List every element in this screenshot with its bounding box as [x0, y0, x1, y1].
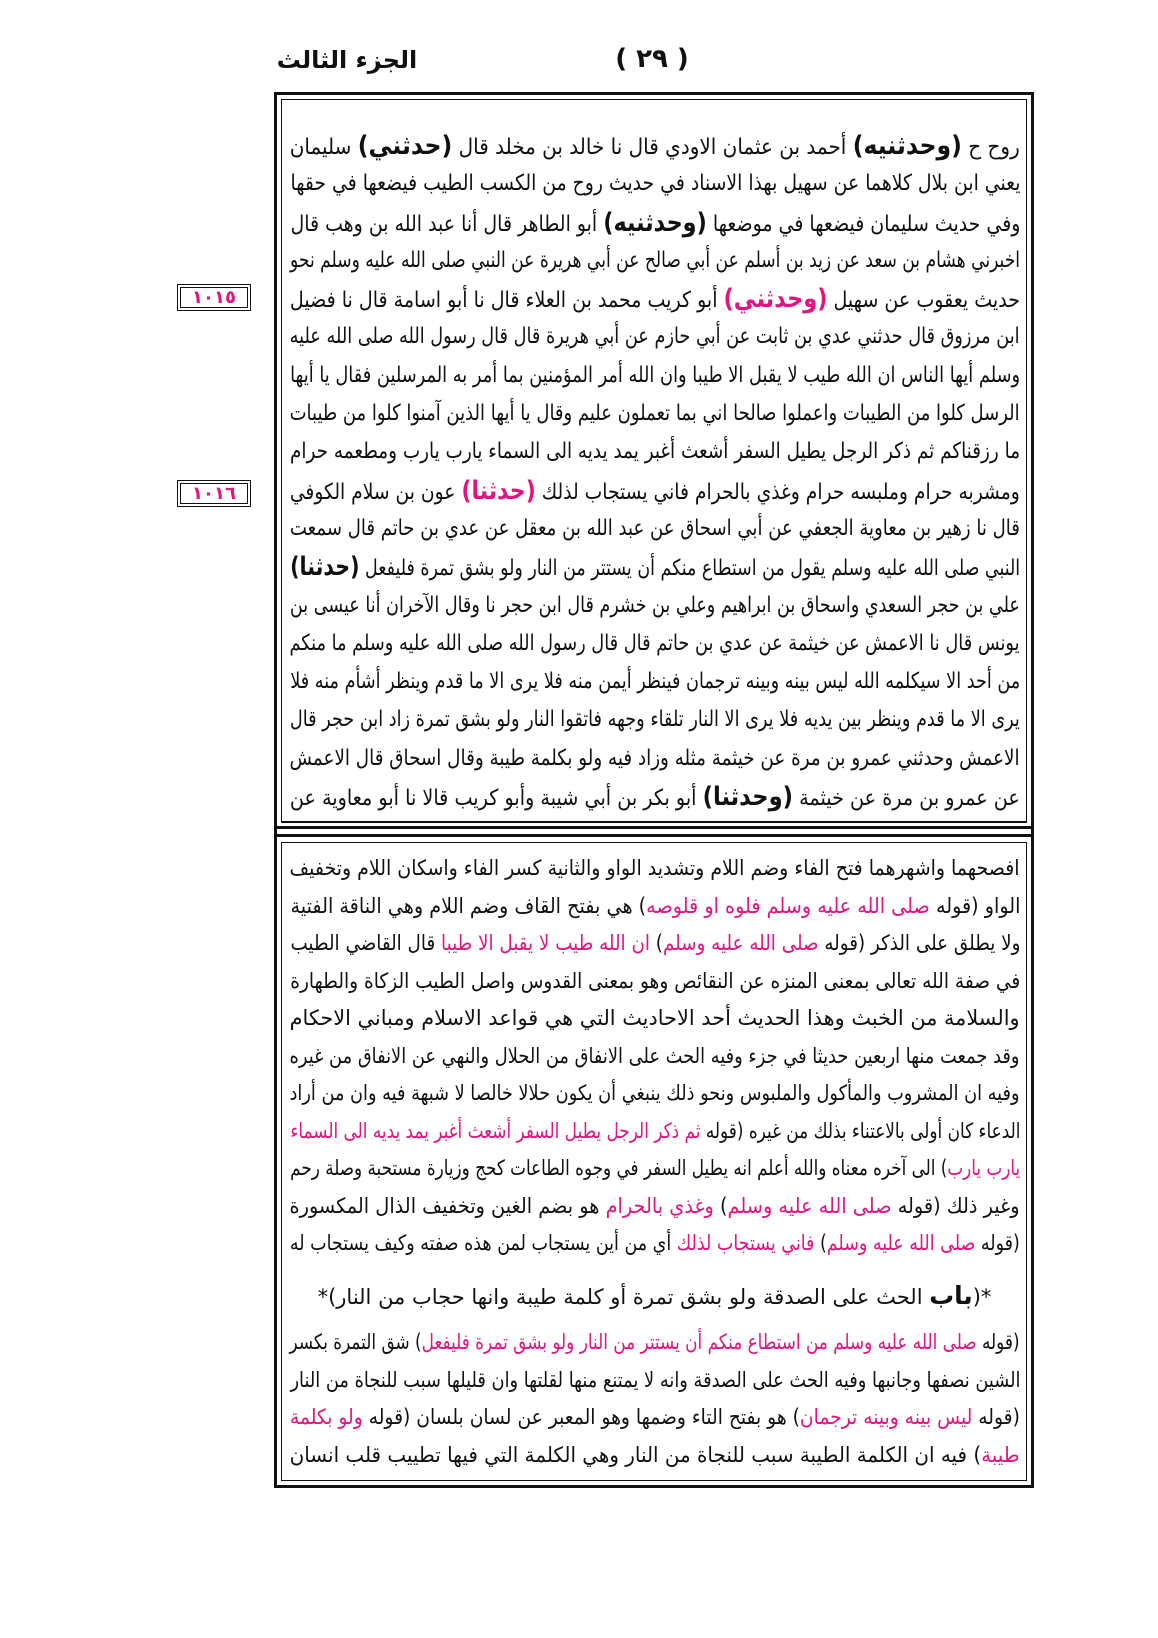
commentary-line: [289, 1324, 1020, 1362]
chapter-heading-block: [289, 1277, 1020, 1315]
text-segment: ما رزقناكم ثم ذكر الرجل يطيل السفر أشعث أغبر يمد يديه الى السماء يارب يارب ومطعمه حرام: [289, 439, 1020, 465]
line-text: [290, 587, 1020, 625]
line-text: [290, 1188, 1020, 1226]
divider-rule: [277, 826, 1031, 829]
text-segment: ) هي بفتح القاف وضم اللام وهي الناقة الفتية: [290, 893, 646, 918]
line-text: [290, 548, 1020, 588]
hadith-line: [289, 433, 1020, 471]
commentary-block: [289, 1324, 1020, 1474]
hadith-line: [289, 204, 1020, 242]
hadith-line: [289, 318, 1020, 356]
highlighted-segment: طيبة: [981, 1442, 1020, 1467]
highlighted-segment: فاني يستجاب لذلك: [676, 1231, 815, 1255]
text-segment: يرى الا ما قدم وينظر بين يديه فلا يرى الا النار تلقاء وجهه فاتقوا النار ولو بشق تمرة زاد ابن حجر قال: [290, 707, 1020, 733]
page-number: ( ٢٩ ): [615, 44, 689, 74]
text-segment: حديث يعقوب عن سهيل: [827, 288, 1020, 314]
line-text: [290, 1399, 1020, 1437]
text-segment: ) فيه ان الكلمة الطيبة سبب للنجاة من النار وهي الكلمة التي فيها تطييب قلب انسان: [289, 1442, 982, 1467]
text-segment: وقد جمعت منها اربعين حديثا في جزء وفيه الحث على الانفاق من الحلال والنهي عن الانفاق من غيره: [289, 1043, 1020, 1068]
bold-segment: (حدثني): [358, 131, 453, 161]
commentary-line: [289, 925, 1020, 963]
text-segment: وفيه ان المشروب والمأكول والملبوس ونحو ذلك ينبغي أن يكون حلالا خالصا لا شبهة فيه وان من أراد: [289, 1081, 1020, 1105]
commentary-line: [289, 1000, 1020, 1038]
text-segment: وسلم أيها الناس ان الله طيب لا يقبل الا طيبا وان الله أمر المؤمنين بما أمر به المرسلين فقال يا أيها: [289, 362, 1020, 388]
commentary-section: [289, 850, 1020, 1474]
highlighted-segment: صلى الله عليه وسلم: [728, 1193, 893, 1218]
line-text: [290, 701, 1020, 739]
hadith-line: [289, 357, 1020, 395]
text-segment: سليمان: [289, 135, 359, 160]
text-segment: ولا يطلق على الذكر (قوله: [818, 931, 1020, 955]
section-divider: [277, 821, 1031, 843]
text-segment: علي بن حجر السعدي واسحاق بن ابراهيم وعلي بن خشرم قال ابن حجر نا وقال الآخران أنا عيسى بن: [290, 592, 1020, 618]
line-text: [290, 1225, 1020, 1263]
line-text: [290, 1075, 1020, 1113]
hadith-line: [289, 472, 1020, 510]
hadith-line: [289, 548, 1020, 586]
hadith-line: [289, 395, 1020, 433]
commentary-line: [289, 1362, 1020, 1400]
text-segment: وفي حديث سليمان فيضعها في موضعها: [706, 211, 1020, 237]
part-label: الجزء الثالث: [276, 46, 418, 74]
chapter-heading: [289, 1277, 1020, 1315]
text-segment: عون بن سلام الكوفي: [290, 479, 462, 505]
commentary-line: [289, 1437, 1020, 1475]
line-text: [290, 510, 1020, 548]
text-segment: الرسل كلوا من الطيبات واعملوا صالحا اني بما تعملون عليم وقال يا أيها الذين آمنوا كلوا من طيبات: [290, 401, 1020, 427]
commentary-line: [289, 1188, 1020, 1226]
text-segment: في صفة الله تعالى بمعنى المنزه عن النقائص وهو بمعنى القدوس واصل الطيب الزكاة والطهارة: [290, 968, 1020, 993]
hadith-line: [289, 778, 1020, 816]
text-segment: وغير ذلك (قوله: [892, 1193, 1020, 1218]
line-text: [290, 165, 1020, 203]
line-text: [290, 778, 1020, 818]
text-segment: النبي صلى الله عليه وسلم يقول من استطاع منكم أن يستتر من النار ولو بشق تمرة فليفعل: [359, 556, 1020, 582]
line-text: [290, 204, 1020, 244]
line-text: [290, 850, 1020, 888]
commentary-line: [289, 1399, 1020, 1437]
text-segment: أبو الطاهر قال أنا عبد الله بن وهب قال: [290, 211, 603, 237]
text-segment: يونس قال نا الاعمش عن خيثمة عن عدي بن حاتم قال قال رسول الله صلى الله عليه وسلم ما منكم: [289, 630, 1020, 656]
hadith-line: [289, 625, 1020, 663]
hadith-line: [289, 242, 1020, 280]
line-text: [290, 433, 1020, 471]
line-text: [318, 1277, 992, 1317]
line-text: [290, 242, 1020, 280]
line-text: [290, 1324, 1020, 1362]
text-segment: ومشربه حرام وملبسه حرام وغذي بالحرام فاني يستجاب لذلك: [536, 479, 1020, 505]
line-text: [290, 1150, 1020, 1188]
highlighted-segment: صلى الله عليه وسلم: [662, 931, 819, 955]
bold-segment: (حدثنا): [289, 552, 360, 583]
commentary-line: [289, 1038, 1020, 1076]
text-segment: هو بضم الغين وتخفيف الذال المكسورة: [289, 1193, 607, 1218]
text-segment: *(: [972, 1284, 992, 1309]
text-segment: قال القاضي الطيب: [290, 931, 441, 955]
text-segment: الشين نصفها وجانبها وفيه الحث على الصدقة وانه لا يمتنع منها لقلتها وان قليلها سبب للنجاة من النار: [289, 1367, 1020, 1392]
text-segment: الدعاء كان أولى بالاعتناء بذلك من غيره (قوله: [700, 1118, 1020, 1143]
text-segment: (قوله: [972, 1405, 1020, 1429]
commentary-line: [289, 1113, 1020, 1151]
hadith-text-section: [289, 127, 1020, 816]
text-segment: ): [714, 1193, 729, 1218]
bold-segment: (وحدثنيه): [602, 207, 707, 238]
bold-segment: (وحدثنا): [702, 782, 794, 813]
highlighted-segment: صلى الله عليه وسلم فلوه او قلوصه: [645, 893, 930, 918]
line-text: [290, 1000, 1020, 1038]
highlighted-bold-segment: (حدثنا): [461, 475, 537, 506]
line-text: [290, 280, 1020, 320]
hadith-line: [289, 127, 1020, 165]
line-text: [290, 925, 1020, 963]
hadith-line: [289, 663, 1020, 701]
divider-rule: [281, 842, 1027, 844]
text-segment: ): [649, 931, 663, 955]
line-text: [290, 1038, 1020, 1076]
text-segment: أبو كريب محمد بن العلاء قال نا أبو اسامة قال نا فضيل: [289, 288, 724, 314]
highlighted-segment: ثم ذكر الرجل يطيل السفر أشعث أغبر يمد يديه الى السماء: [289, 1118, 701, 1143]
hadith-line: [289, 165, 1020, 203]
commentary-line: [289, 963, 1020, 1001]
hadith-number-label: ١٠١٥: [192, 287, 236, 308]
line-text: [290, 1113, 1020, 1151]
line-text: [290, 472, 1020, 512]
commentary-line: [289, 1150, 1020, 1188]
line-text: [290, 1362, 1020, 1400]
text-segment: أي من أين يستجاب لمن هذه صفته وكيف يستجاب له: [290, 1231, 677, 1255]
text-segment: قال نا زهير بن معاوية الجعفي عن أبي اسحاق عن عبد الله بن معقل عن عدي بن حاتم قال سمعت: [290, 515, 1020, 541]
bold-segment: باب: [929, 1280, 973, 1310]
text-segment: الحث على الصدقة ولو بشق تمرة أو كلمة طيبة وانها حجاب من النار)*: [317, 1284, 930, 1309]
text-segment: الاعمش وحدثني عمرو بن مرة عن خيثمة مثله وزاد فيه ولو بكلمة طيبة وقال اسحاق قال الاعمش: [289, 745, 1020, 771]
highlighted-segment: ليس بينه وبينه ترجمان: [800, 1405, 973, 1429]
text-segment: ): [814, 1231, 827, 1255]
line-text: [290, 888, 1020, 926]
line-text: [290, 395, 1020, 433]
line-text: [290, 357, 1020, 395]
text-segment: من أحد الا سيكلمه الله ليس بينه وبينه ترجمان فينظر أيمن منه فلا يرى الا ما قدم وينظر أشأم منه فلا: [290, 669, 1020, 695]
highlighted-bold-segment: (وحدثني): [723, 284, 828, 315]
highlighted-segment: يارب يارب: [947, 1156, 1020, 1180]
text-segment: ) شق التمرة بكسر: [289, 1330, 423, 1354]
line-text: [290, 740, 1020, 778]
commentary-line: [289, 1225, 1020, 1263]
divider-rule: [277, 834, 1031, 837]
hadith-line: [289, 740, 1020, 778]
hadith-number-label: ١٠١٦: [192, 483, 236, 504]
hadith-line: [289, 510, 1020, 548]
commentary-line: [289, 1075, 1020, 1113]
highlighted-segment: صلى الله عليه وسلم: [826, 1231, 976, 1255]
highlighted-segment: صلى الله عليه وسلم من استطاع منكم أن يستتر من النار ولو بشق تمرة فليفعل: [422, 1330, 978, 1354]
text-segment: أحمد بن عثمان الاودي قال نا خالد بن مخلد قال: [452, 135, 853, 160]
commentary-line: [289, 888, 1020, 926]
text-segment: ) الى آخره معناه والله أعلم انه يطيل السفر في وجوه الطاعات كحج وزيارة مستحبة وصلة رحم: [290, 1156, 948, 1180]
line-text: [290, 318, 1020, 356]
line-text: [290, 663, 1020, 701]
hadith-line: [289, 280, 1020, 318]
line-text: [290, 625, 1020, 663]
bold-segment: (وحدثنيه): [852, 131, 963, 161]
text-segment: أبو بكر بن أبي شيبة وأبو كريب قالا نا أبو معاوية عن: [290, 786, 703, 812]
commentary-block: [289, 850, 1020, 1263]
text-segment: ابن مرزوق قال حدثني عدي بن ثابت عن أبي حازم عن أبي هريرة قال قال رسول الله صلى الله عليه: [290, 324, 1020, 350]
hadith-line: [289, 587, 1020, 625]
text-segment: عن عمرو بن مرة عن خيثمة: [793, 786, 1020, 812]
text-segment: والسلامة من الخبث وهذا الحديث أحد الاحاديث التي هي قواعد الاسلام ومباني الاحكام: [290, 1006, 1020, 1030]
text-segment: روح ح: [962, 135, 1020, 160]
line-text: [290, 127, 1020, 167]
line-text: [290, 1437, 1020, 1475]
text-segment: الواو (قوله: [929, 893, 1020, 918]
divider-rule: [281, 821, 1027, 823]
text-segment: اخبرني هشام بن سعد عن زيد بن أسلم عن أبي صالح عن أبي هريرة عن النبي صلى الله عليه وسلم نحو: [289, 247, 1020, 273]
text-segment: ) هو بفتح التاء وضمها وهو المعبر عن لسان بلسان (قوله: [362, 1405, 801, 1429]
highlighted-segment: وغذي بالحرام: [606, 1193, 715, 1218]
text-segment: افصحهما واشهرهما فتح الفاء وضم اللام وتشديد الواو والثانية كسر الفاء واسكان اللام وتخفيف: [289, 856, 1020, 880]
text-segment: (قوله: [977, 1330, 1020, 1354]
hadith-line: [289, 701, 1020, 739]
text-segment: يعني ابن بلال كلاهما عن سهيل بهذا الاسناد في حديث روح من الكسب الطيب فيضعها في حقها: [290, 171, 1020, 197]
text-segment: (قوله: [975, 1231, 1020, 1255]
commentary-line: [289, 850, 1020, 888]
highlighted-segment: ان الله طيب لا يقبل الا طيبا: [440, 931, 650, 955]
line-text: [290, 963, 1020, 1001]
highlighted-segment: ولو بكلمة: [289, 1405, 363, 1429]
